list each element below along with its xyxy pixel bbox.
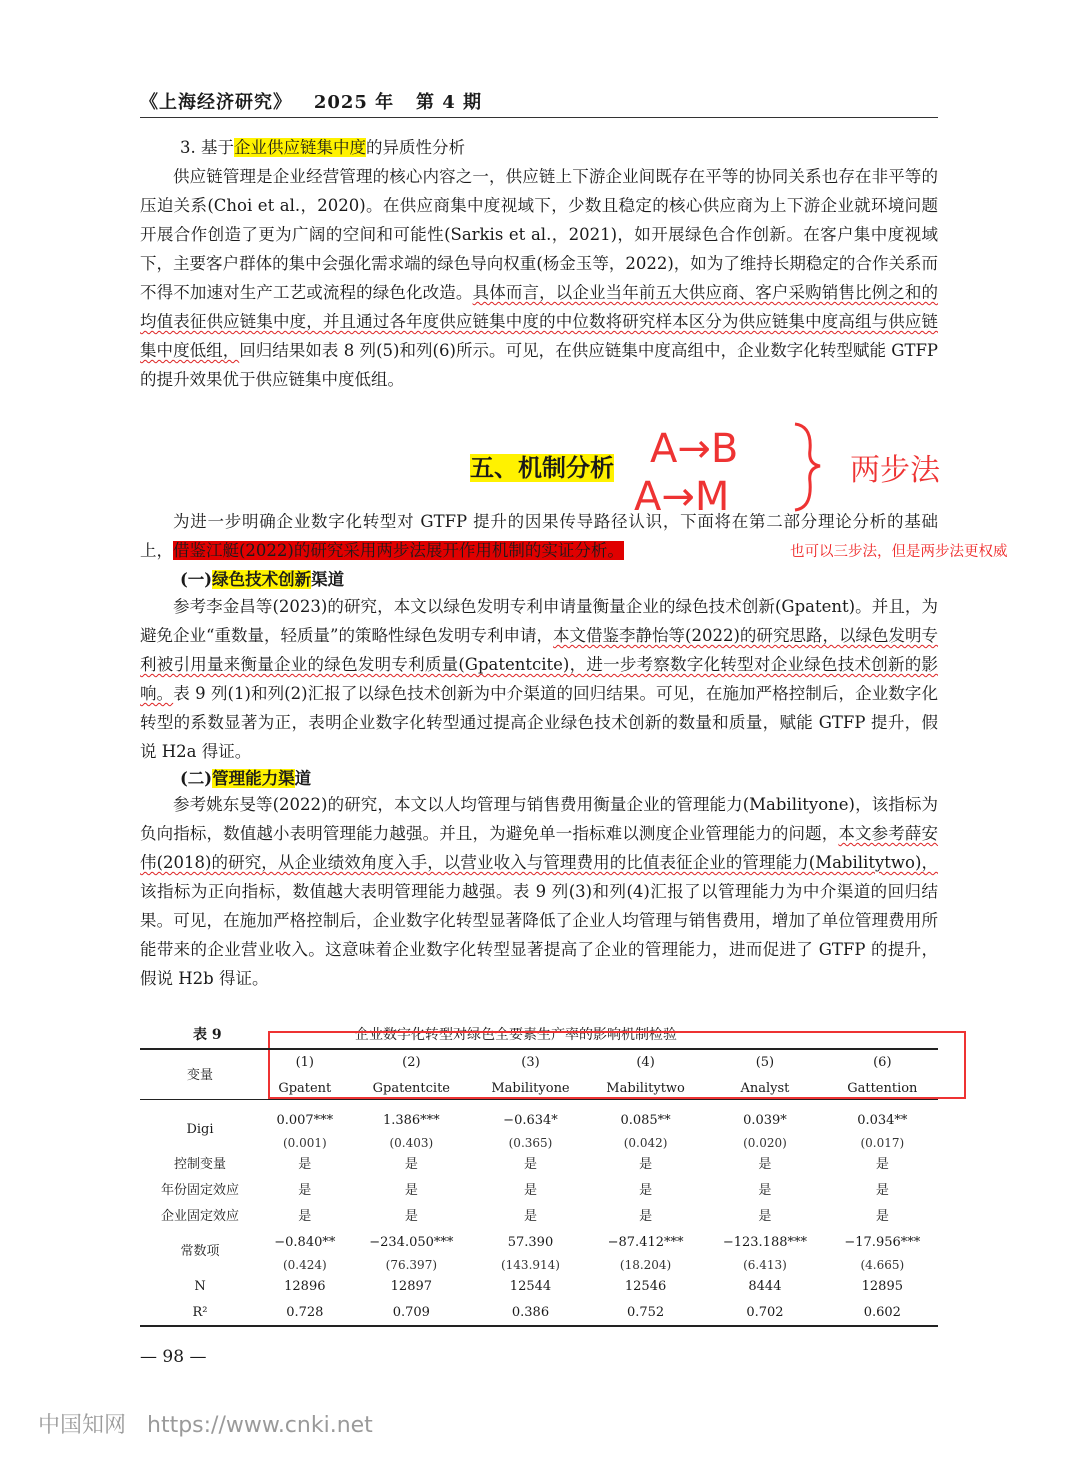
m1-title-prefix: (一) bbox=[180, 570, 213, 589]
se-cell: (143.914) bbox=[500, 1258, 560, 1272]
row-label: Digi bbox=[186, 1122, 214, 1137]
table-label: 表 9 bbox=[193, 1027, 222, 1043]
s3-title-suffix: 的异质性分析 bbox=[366, 138, 465, 157]
coef-cell: 0.085** bbox=[620, 1113, 671, 1128]
m2-tail-text: 该指标为正向指标，数值越大表明管理能力越强。表 9 列(3)和列(4)汇报了以管理能力为中介渠道的回归结果。可见，在施加严格控制后，企业数字化转型显著降低了企业人均管理与销售费用，增加了单位管理费用所能带来的企业营业收入。这意味着企业数字化转型显著提高了企业的管理能力，进而促进了 GTFP 的提升，假说 H2b 得证。 bbox=[140, 882, 938, 988]
m2-text: 参考姚东旻等(2022)的研究，本文以人均管理与销售费用衡量企业的管理能力(Mabilityone)，该指标为负向指标，数值越小表明管理能力越强。并且，为避免单一指标难以测度企业管理能力的问题， bbox=[140, 795, 938, 843]
s3-underlined-text: 具体而言，以企业当年前五大供应商、客户采购销售比例之和的均值表征供应链集中度，并且通过各年度供应链集中度的中位数将研究样本区分为供应链集中度高组与供应链集中度低组， bbox=[140, 283, 939, 360]
row-label: 控制变量 bbox=[173, 1157, 226, 1172]
handwritten-annotation bbox=[630, 410, 1050, 520]
coef-cell: 0.039* bbox=[743, 1113, 787, 1128]
yes-cell: 是 bbox=[875, 1209, 889, 1224]
coef-cell: 1.386*** bbox=[382, 1113, 440, 1128]
se-cell: (76.397) bbox=[385, 1258, 438, 1272]
coef-cell: −0.840** bbox=[274, 1235, 336, 1250]
n-cell: 12896 bbox=[284, 1279, 326, 1294]
se-cell: (0.020) bbox=[743, 1136, 787, 1150]
yes-cell: 是 bbox=[758, 1209, 772, 1224]
col-num: (3) bbox=[521, 1055, 540, 1070]
s3-paragraph bbox=[140, 162, 938, 394]
se-cell: (18.204) bbox=[619, 1258, 672, 1272]
row-label: 常数项 bbox=[180, 1244, 220, 1259]
s3-title-prefix: 3. 基于 bbox=[180, 138, 234, 157]
table-row bbox=[140, 1178, 938, 1204]
yes-cell: 是 bbox=[875, 1183, 889, 1198]
r2-cell: 0.709 bbox=[392, 1305, 430, 1320]
journal-header bbox=[140, 88, 482, 114]
cnki-watermark bbox=[38, 1408, 373, 1439]
subsection-title-3 bbox=[180, 133, 465, 162]
section-title-text: 五、机制分析 bbox=[470, 454, 614, 482]
yes-cell: 是 bbox=[639, 1183, 653, 1198]
col-num: (1) bbox=[295, 1055, 315, 1070]
r2-cell: 0.728 bbox=[286, 1305, 324, 1320]
col-num: (4) bbox=[636, 1055, 655, 1070]
regression-table bbox=[140, 1050, 938, 1326]
yes-cell: 是 bbox=[298, 1157, 312, 1172]
r2-cell: 0.752 bbox=[626, 1305, 665, 1320]
coef-cell: −17.956*** bbox=[844, 1235, 921, 1250]
mechanism-1-title bbox=[180, 566, 344, 590]
s3-title-highlight: 企业供应链集中度 bbox=[234, 138, 366, 157]
col-name: Analyst bbox=[740, 1081, 790, 1096]
m1-title-suffix: 渠道 bbox=[311, 570, 345, 589]
table-row bbox=[140, 1256, 938, 1274]
coef-cell: 57.390 bbox=[507, 1235, 554, 1250]
m2-title-suffix: 道 bbox=[294, 769, 312, 788]
yes-cell: 是 bbox=[758, 1157, 772, 1172]
col-num: (2) bbox=[402, 1055, 421, 1070]
yes-cell: 是 bbox=[298, 1209, 312, 1224]
table-caption: 企业数字化转型对绿色全要素生产率的影响机制检验 bbox=[355, 1027, 677, 1043]
m2-title-highlight: 管理能力渠 bbox=[212, 769, 295, 788]
row-label: R² bbox=[192, 1305, 208, 1320]
se-cell: (0.001) bbox=[282, 1136, 327, 1150]
se-cell: (4.665) bbox=[860, 1258, 905, 1272]
table-row bbox=[140, 1274, 938, 1300]
side-note: 也可以三步法，但是两步法更权威 bbox=[790, 544, 1008, 560]
se-cell: (0.017) bbox=[860, 1136, 905, 1150]
coef-cell: −0.634* bbox=[503, 1113, 558, 1128]
mechanism-1-paragraph bbox=[140, 592, 938, 766]
annotation-two-step: 两步法 bbox=[850, 453, 940, 488]
intro-text: 为进一步明确企业数字化转型对 GTFP 提升的因果传导路径认识，下面将在第二部分理论分析的基础上， bbox=[140, 512, 938, 560]
watermark-url: https://www.cnki.net bbox=[147, 1413, 373, 1438]
r2-cell: 0.602 bbox=[863, 1305, 901, 1320]
yes-cell: 是 bbox=[523, 1209, 537, 1224]
col-num: (6) bbox=[873, 1055, 892, 1070]
m1-underlined-text: 本文借鉴李静怡等(2022)的研究思路，以绿色发明专利被引用量来衡量企业的绿色发明专利质量(Gpatentcite)，进一步考察数字化转型对企业绿色技术创新的影响。 bbox=[140, 626, 938, 703]
header-rule bbox=[140, 117, 938, 118]
table-row bbox=[140, 1300, 938, 1326]
table-row bbox=[140, 1134, 938, 1152]
col-name: Gattention bbox=[847, 1081, 918, 1096]
annotation-a-to-b: A→B bbox=[650, 426, 739, 472]
page-number: — 98 — bbox=[140, 1347, 207, 1367]
se-cell: (0.424) bbox=[282, 1258, 327, 1272]
mechanism-2-title bbox=[180, 765, 311, 789]
table-row bbox=[140, 1152, 938, 1178]
se-cell: (0.403) bbox=[389, 1136, 434, 1150]
m2-title-prefix: (二) bbox=[180, 769, 213, 788]
coef-cell: 0.007*** bbox=[276, 1113, 334, 1128]
coef-cell: −87.412*** bbox=[607, 1235, 684, 1250]
col-name: Gpatentcite bbox=[372, 1081, 450, 1096]
annotation-a-to-m: A→M bbox=[634, 474, 730, 520]
col-name: Mabilityone bbox=[491, 1081, 570, 1096]
n-cell: 12897 bbox=[390, 1279, 433, 1294]
yes-cell: 是 bbox=[639, 1209, 653, 1224]
n-cell: 8444 bbox=[748, 1279, 782, 1294]
col-name: Gpatent bbox=[278, 1081, 332, 1096]
n-cell: 12895 bbox=[861, 1279, 903, 1294]
yes-cell: 是 bbox=[404, 1209, 418, 1224]
yes-cell: 是 bbox=[404, 1183, 418, 1198]
yes-cell: 是 bbox=[875, 1157, 889, 1172]
yes-cell: 是 bbox=[298, 1183, 312, 1198]
n-cell: 12546 bbox=[624, 1279, 667, 1294]
yes-cell: 是 bbox=[404, 1157, 418, 1172]
row-label: 企业固定效应 bbox=[160, 1209, 239, 1224]
brace-shape bbox=[795, 424, 820, 510]
se-cell: (6.413) bbox=[743, 1258, 787, 1272]
watermark-cn: 中国知网 bbox=[38, 1413, 127, 1438]
row-label: N bbox=[194, 1279, 206, 1294]
row-label: 年份固定效应 bbox=[160, 1183, 239, 1198]
m1-tail-text: 表 9 列(1)和列(2)汇报了以绿色技术创新为中介渠道的回归结果。可见，在施加严格控制后，企业数字化转型的系数显著为正，表明企业数字化转型通过提高企业绿色技术创新的数量和质量，赋能 GTFP 提升，假说 H2a 得证。 bbox=[140, 684, 939, 761]
table-header-row bbox=[140, 1076, 938, 1102]
col-name: Mabilitytwo bbox=[606, 1081, 685, 1096]
se-cell: (0.042) bbox=[623, 1136, 668, 1150]
col-num: (5) bbox=[755, 1055, 775, 1070]
journal-year: 2025 年 bbox=[313, 92, 395, 113]
yes-cell: 是 bbox=[523, 1183, 537, 1198]
m1-title-highlight: 绿色技术创新 bbox=[212, 570, 312, 589]
yes-cell: 是 bbox=[758, 1183, 772, 1198]
se-cell: (0.365) bbox=[508, 1136, 553, 1150]
coef-cell: 0.034** bbox=[857, 1113, 908, 1128]
section-title bbox=[470, 448, 614, 483]
intro-red-highlight: 借鉴江艇(2022)的研究采用两步法展开作用机制的实证分析。 bbox=[173, 541, 624, 560]
mechanism-2-paragraph bbox=[140, 790, 938, 993]
table-row bbox=[140, 1108, 938, 1134]
s3-tail-text: 回归结果如表 8 列(5)和列(6)所示。可见，在供应链集中度高组中，企业数字化转型赋能 GTFP 的提升效果优于供应链集中度低组。 bbox=[140, 341, 938, 389]
variable-header: 变量 bbox=[186, 1068, 213, 1083]
m1-text: 参考李金昌等(2023)的研究，本文以绿色发明专利申请量衡量企业的绿色技术创新(Gpatent)。并且，为避免企业“重数量，轻质量”的策略性绿色发明专利申请， bbox=[140, 597, 938, 645]
coef-cell: −123.188*** bbox=[722, 1235, 807, 1250]
yes-cell: 是 bbox=[639, 1157, 653, 1172]
r2-cell: 0.702 bbox=[746, 1305, 784, 1320]
m2-underlined-text: 本文参考薛安伟(2018)的研究，从企业绩效角度入手，以营业收入与管理费用的比值表征企业的管理能力(Mabilitytwo)， bbox=[140, 824, 939, 872]
table-row bbox=[140, 1204, 938, 1230]
s3-text: 供应链管理是企业经营管理的核心内容之一，供应链上下游企业间既存在平等的协同关系也存在非平等的压迫关系(Choi et al.，2020)。在供应商集中度视域下，少数且稳定的核心供应商为上下游企业就环境问题开展合作创造了更为广阔的空间和可能性(Sarkis et al.，2021)，如开展绿色合作创新。在客户集中度视域下，主要客户群体的集中会强化需求端的绿色导向权重(杨金玉等，2022)，如为了维持长期稳定的合作关系而不得不加速对生产工艺或流程的绿色化改造。 bbox=[140, 167, 938, 302]
r2-cell: 0.386 bbox=[511, 1305, 550, 1320]
n-cell: 12544 bbox=[509, 1279, 552, 1294]
journal-name: 《上海经济研究》 bbox=[140, 92, 292, 113]
table-row bbox=[140, 1230, 938, 1256]
journal-issue: 第 4 期 bbox=[416, 92, 483, 113]
table-header-row bbox=[140, 1050, 938, 1076]
coef-cell: −234.050*** bbox=[369, 1235, 454, 1250]
yes-cell: 是 bbox=[523, 1157, 537, 1172]
